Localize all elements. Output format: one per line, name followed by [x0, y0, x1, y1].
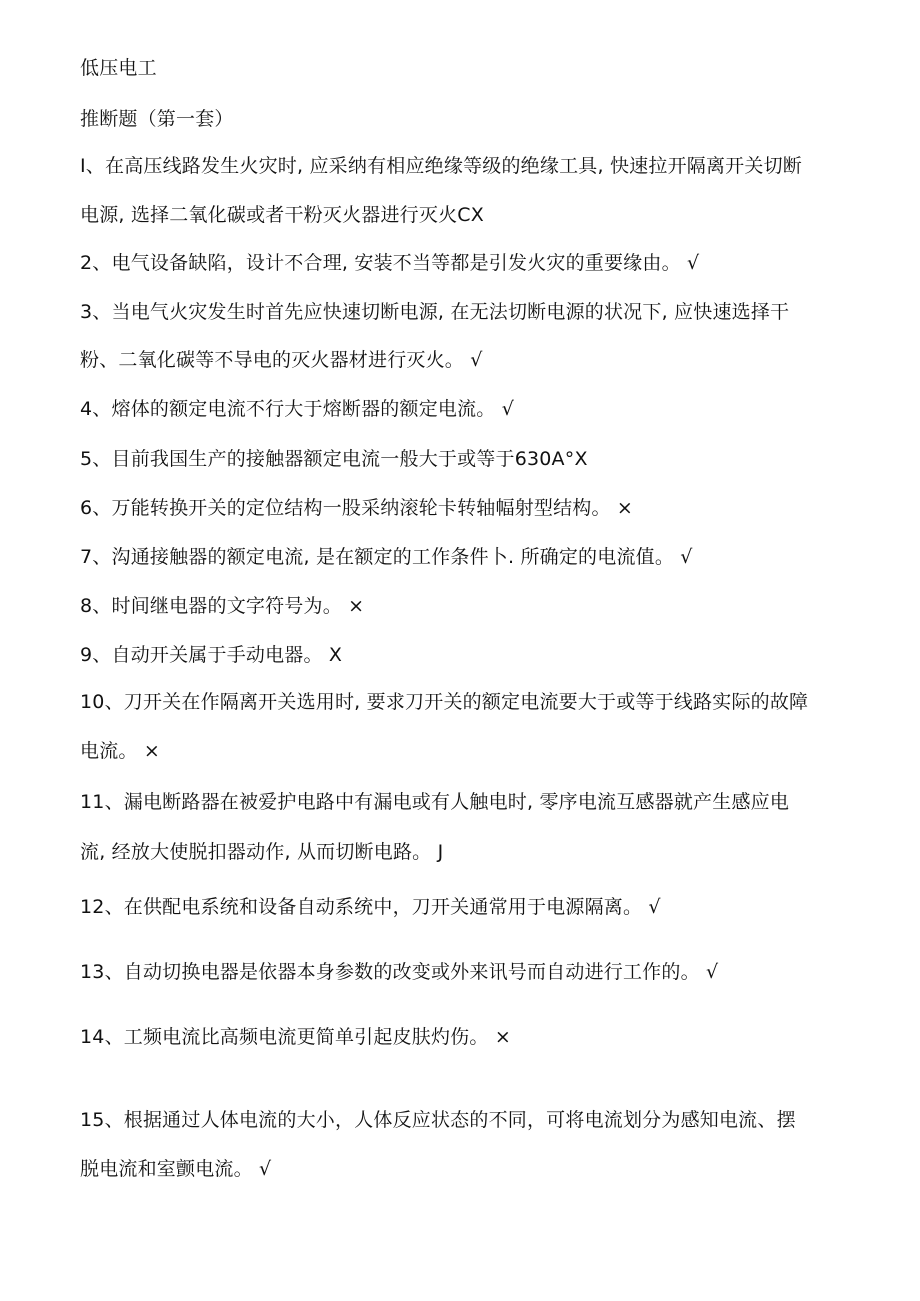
- question-2: 2、电气设备缺陷，设计不合理, 安装不当等都是引发火灾的重要缘由。 √: [80, 252, 700, 274]
- question-12: 12、在供配电系统和设备自动系统中，刀开关通常用于电源隔离。 √: [80, 896, 661, 918]
- question-3-line-1: 3、当电气火灾发生时首先应快速切断电源, 在无法切断电源的状况下, 应快速选择干: [80, 301, 790, 323]
- question-4: 4、熔体的额定电流不行大于熔断器的额定电流。 √: [80, 398, 515, 420]
- question-1-line-2: 电源, 选择二氧化碳或者干粉灭火器进行灭火CX: [80, 204, 484, 226]
- document-title: 低压电工: [80, 57, 157, 79]
- question-11-line-1: 11、漏电断路器在被爱护电路中有漏电或有人触电时, 零序电流互感器就产生感应电: [80, 791, 790, 813]
- question-15-line-1: 15、根据通过人体电流的大小，人体反应状态的不同，可将电流划分为感知电流、摆: [80, 1109, 796, 1131]
- question-6: 6、万能转换开关的定位结构一股采纳滚轮卡转轴幅射型结构。 ×: [80, 497, 634, 519]
- question-10-line-1: 10、刀开关在作隔离开关选用时, 要求刀开关的额定电流要大于或等于线路实际的故障: [80, 691, 809, 713]
- section-heading: 推断题（第一套）: [80, 108, 234, 130]
- question-1-line-1: I、在高压线路发生火灾时, 应采纳有相应绝缘等级的绝缘工具, 快速拉开隔离开关切断: [80, 155, 802, 177]
- question-15-line-2: 脱电流和室颤电流。 √: [80, 1158, 272, 1180]
- question-3-line-2: 粉、二氧化碳等不导电的灭火器材进行灭火。 √: [80, 349, 483, 371]
- question-8: 8、时间继电器的文字符号为。 ×: [80, 595, 365, 617]
- question-10-line-2: 电流。 ×: [80, 740, 160, 762]
- question-5: 5、目前我国生产的接触器额定电流一般大于或等于630A°X: [80, 448, 588, 470]
- question-9: 9、自动开关属于手动电器。 X: [80, 644, 343, 666]
- question-14: 14、工频电流比高频电流更简单引起皮肤灼伤。 ×: [80, 1026, 511, 1048]
- question-11-line-2: 流, 经放大使脱扣器动作, 从而切断电路。 J: [80, 841, 444, 863]
- question-13: 13、自动切换电器是依器本身参数的改变或外来讯号而自动进行工作的。 √: [80, 961, 719, 983]
- question-7: 7、沟通接触器的额定电流, 是在额定的工作条件卜. 所确定的电流值。 √: [80, 546, 693, 568]
